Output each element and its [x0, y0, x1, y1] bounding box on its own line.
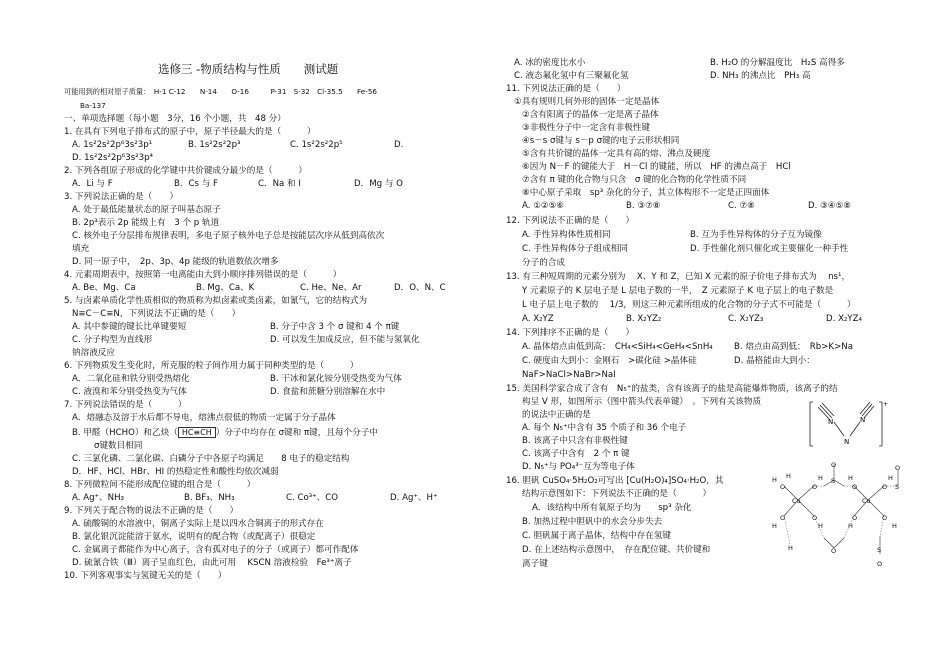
q10-option-b: B. H₂O 的分解温度比 H₂S 高得多: [710, 58, 845, 68]
q11-statement-3: ③非极性分子中一定含有非极性键: [522, 123, 651, 133]
q16-stem-line1: 16. 胆矾 CuSO₄·5H₂O₂可写出 [Cu(H₂O)₄]SO₄·H₂O，其: [506, 476, 724, 486]
q12-stem: 12. 下列说法不正确的是（ ）: [506, 216, 635, 226]
q10-stem: 10. 下列客观事实与氢键无关的是（ ）: [64, 571, 227, 581]
h-atom-label: H: [848, 522, 853, 530]
q4-option-a: A. Be、Mg、Ca: [72, 283, 136, 293]
q16-option-d: D. 在上述结构示意图中， 存在配位键、共价键和: [522, 545, 711, 555]
n5-cation-figure: [808, 398, 888, 450]
q4-option-c: C. He、Ne、Ar: [300, 283, 362, 293]
q8-option-d: D. Ag⁺、H⁺: [390, 493, 438, 503]
q14-option-d-cont: NaF>NaCl>NaBr>NaI: [522, 370, 616, 380]
copper-sulfate-structure-figure: [768, 458, 918, 570]
q4-option-d: D．O、N、C: [394, 283, 446, 293]
single-bond-arrow: [850, 422, 860, 436]
q15-stem-line1: 15. 美国科学家合成了含有 N₅⁺的盐类，含有该离子的盐是高能爆炸物质，该离子的结: [506, 384, 838, 394]
h-atom-label: H: [888, 474, 893, 482]
o-atom-label: O: [852, 483, 858, 491]
q12-option-d-cont: 分子的合成: [522, 258, 565, 268]
q5-stem: 5. 与卤素单质化学性质相似的物质称为拟卤素或类卤素，如氰气，它的结构式为: [64, 296, 368, 306]
o-atom-label: O: [877, 560, 883, 568]
atomic-masses-cont: Ba-137: [80, 101, 106, 110]
s-atom-label: S: [831, 477, 836, 485]
q10-option-d: D. NH₃ 的沸点比 PH₃ 高: [710, 71, 811, 81]
q5-option-b: B. 分子中含 3 个 σ 键和 4 个 π键: [270, 322, 400, 332]
o-atom-label: O: [812, 483, 818, 491]
q14-option-a: A. 晶体熔点由低到高： CH₄<SiH₄<GeH₄<SnH₄: [522, 342, 713, 352]
q9-option-d: D. 硫氰合铁（Ⅲ）离子呈血红色，由此可用 KSCN 溶液检验 Fe³⁺离子: [72, 558, 352, 568]
q7-stem: 7. 下列说法错误的是（ ）: [64, 400, 187, 410]
q11-statement-5: ⑤含有共价键的晶体一定具有高的熔、沸点及硬度: [522, 149, 711, 159]
q2-option-c: C．Na 和 I: [258, 179, 301, 189]
o-atom-label: O: [831, 461, 837, 469]
o-atom-label: O: [831, 547, 837, 555]
q15-option-a: A. 每个 N₅⁺中含有 35 个质子和 36 个电子: [522, 423, 687, 433]
q1-option-a: A. 1s²2s²2p⁶3s²3p¹: [72, 140, 153, 150]
q14-option-d: D. 晶格能由大到小：: [734, 356, 815, 366]
q8-stem: 8. 下列微粒间不能形成配位键的组合是（ ）: [64, 480, 256, 490]
q1-option-d: D. 1s²2s²2p⁶3s²3p⁴: [72, 153, 153, 163]
q6-option-c: C. 液溴和苯分别受热变为气体: [72, 387, 187, 397]
q8-option-b: B. BF₃、NH₃: [184, 493, 235, 503]
q14-option-c: C. 硬度由大到小：金刚石 >碳化硅 >晶体硅: [522, 356, 697, 366]
q9-stem: 9. 下列关于配合物的说法不正确的是（ ）: [64, 506, 239, 516]
o-atom-label: O: [882, 483, 888, 491]
o-atom-label: O: [882, 514, 888, 522]
q12-option-b: B. 互为手性异构体的分子互为镜像: [690, 230, 822, 240]
o-atom-label: O: [780, 514, 786, 522]
q16-option-c: C. 胆矾属于离子晶体，结构中存在氢键: [522, 531, 671, 541]
q11-statement-7: ⑦含有 π 键的化合物与只含 σ 键的化合物的化学性质不同: [522, 175, 747, 185]
h-atom-label: H: [848, 474, 853, 482]
q3-stem: 3. 下列说法正确的是（ ）: [64, 192, 179, 202]
o-atom-label: O: [780, 483, 786, 491]
n-atom-label: N: [860, 416, 866, 424]
q10-option-c: C. 液态氟化氢中有三聚氟化氢: [514, 71, 629, 81]
q3-option-c-cont: 填充: [72, 244, 90, 254]
left-bracket: [810, 402, 813, 446]
h-atom-label: H: [786, 472, 791, 480]
q12-option-c: C. 手性异构体分子组成相同: [522, 244, 628, 254]
q6-option-a: A．二氧化硅和铁分别受热熔化: [72, 374, 190, 384]
q11-option-d: D. ③④⑤⑧: [808, 201, 851, 211]
q11-option-c: C. ⑦⑧: [728, 201, 755, 211]
q11-stem: 11. 下列说法正确的是（ ）: [506, 84, 626, 94]
q16-stem-line2: 结构示意图如下：下列说法不正确的是（ ）: [522, 489, 712, 499]
q13-option-b: B. X₂YZ₂: [626, 314, 662, 324]
q15-stem-line2: 构呈 V 形，如图所示（图中箭头代表单键） 。下列有关该物质: [522, 397, 762, 407]
q5-option-c: C. 分子构型为直线形: [72, 335, 153, 345]
q13-stem-line1: 13. 有三种短周期的元素分别为 X、Y 和 Z，已知 X 元素的原子价电子排布式为 ns¹，: [506, 272, 851, 282]
q9-option-c: C. 金属离子都能作为中心离子，含有孤对电子的分子（或离子）都可作配体: [72, 545, 359, 555]
q11-option-a: A. ①②⑤⑥: [522, 201, 565, 211]
q2-stem: 2. 下列各组原子形成的化学键中共价键成分最少的是（ ）: [64, 166, 307, 176]
s-atom-label: S: [877, 546, 882, 554]
q7-option-c: C. 三氯化磷、二氯化碳、白磷分子中各原子均满足 8 电子的稳定结构: [72, 454, 350, 464]
q4-stem: 4. 元素周期表中，按照第一电离能由大到小顺序排列错误的是（ ）: [64, 270, 342, 280]
page-title: 选修三 -物质结构与性质 测试题: [158, 62, 339, 76]
q15-option-d: D. N₅⁺与 PO₄³⁻互为等电子体: [522, 462, 635, 472]
q13-option-c: C. X₂YZ₃: [728, 314, 764, 324]
q7-option-d: D．HF、HCl、HBr、HI 的热稳定性和酸性均依次减弱: [72, 467, 279, 477]
q7-option-b-cont: σ键数目相同: [94, 441, 143, 451]
q3-option-a: A. 处于最低能量状态的原子叫基态原子: [72, 205, 221, 215]
h-atom-label: H: [772, 522, 777, 530]
q14-stem: 14. 下列排序不正确的是（ ）: [506, 328, 635, 338]
q7-option-a: A．熔融态及溶于水后都不导电，熔沸点很低的物质一定属于分子晶体: [72, 413, 336, 423]
q16-option-a: A．该结构中所有氧原子均为 sp³ 杂化: [532, 503, 692, 513]
q3-option-b: B. 2p³表示 2p 能级上有 3 个 p 轨道: [72, 218, 220, 228]
charge-label: +: [883, 401, 888, 408]
q15-stem-line3: 的说法中正确的是: [522, 410, 591, 420]
q16-option-d-cont: 离子键: [522, 559, 548, 569]
q11-statement-6: ⑥因为 N－F 的键能大于 H－Cl 的键能，所以 HF 的沸点高于 HCl: [522, 162, 791, 172]
q9-option-a: A. 硫酸铜的水溶液中，铜离子实际上是以四水合铜离子的形式存在: [72, 519, 324, 529]
q5-option-d-cont: 钠溶液反应: [72, 348, 115, 358]
q13-option-d: D. X₂YZ₄: [826, 314, 862, 324]
q7-option-b: B. 甲醛（HCHO）和乙炔（ HC≡CH ）分子中均存在 σ键和 π键，且每个分子中: [72, 428, 378, 438]
h-atom-label: H: [818, 522, 823, 530]
q11-statement-1: ①具有规则几何外形的固体一定是晶体: [514, 97, 660, 107]
n-atom-label: N: [828, 418, 834, 426]
q12-option-d: D. 手性催化剂只催化或主要催化一种手性: [690, 244, 849, 254]
o-atom-label: O: [852, 514, 858, 522]
o-atom-label: O: [895, 464, 901, 472]
q11-option-b: B. ③⑦⑧: [626, 201, 661, 211]
q11-statement-8: ⑧中心原子采取 sp³ 杂化的分子，其立体构形不一定是正四面体: [522, 188, 770, 198]
h-atom-label: H: [892, 522, 897, 530]
single-bond-arrow: [834, 422, 844, 436]
q4-option-b: B. Mg、Ca、K: [196, 283, 255, 293]
q13-stem-line2: Y 元素原子的 K 层电子是 L 层电子数的一半， Z 元素原子 K 电子层上的电子数是: [522, 286, 834, 296]
atomic-masses: 可能用到的相对原子质量： H-1 C-12 N-14 O-16 P-31 S-32 Cl-35.5 Fe-56: [64, 87, 377, 96]
q11-statement-2: ②含有阳离子的晶体一定是离子晶体: [522, 110, 659, 120]
q1-option-b: B. 1s²2s²2p³: [188, 140, 241, 150]
section-heading: 一、单项选择题（每小题 3分，16 个小题，共 48 分）: [64, 114, 286, 124]
q5-option-d: D. 可以发生加成反应，但不能与氢氧化: [270, 335, 420, 345]
s-atom-label: S: [895, 483, 900, 491]
q1-option-d-label: D.: [394, 140, 404, 150]
acetylene-structure-box: HC≡CH: [178, 427, 216, 438]
q6-stem: 6. 下列物质发生变化时，所克服的粒子间作用力属于同种类型的是（ ）: [64, 361, 359, 371]
q3-option-d: D. 同一原子中， 2p、3p、4p 能级的轨道数依次增多: [72, 257, 279, 267]
o-atom-label: O: [812, 514, 818, 522]
q12-option-a: A. 手性异构体性质相同: [522, 230, 611, 240]
q15-option-c: C. 该离子中含有 2 个 π 键: [522, 449, 630, 459]
q13-option-a: A. X₂YZ: [522, 314, 554, 324]
h-atom-label: H: [788, 544, 793, 552]
q6-option-b: B. 干冰和氯化铵分别受热变为气体: [270, 374, 402, 384]
q8-option-c: C. Co³⁺、CO: [286, 493, 339, 503]
q2-option-b: B．Cs 与 F: [174, 179, 218, 189]
q11-statement-4: ④s－s σ键与 s－p σ键的电子云形状相同: [522, 136, 680, 146]
q2-option-a: A．Li 与 F: [72, 179, 113, 189]
q16-option-b: B. 加热过程中胆矾中的水会分步失去: [522, 517, 663, 527]
q15-option-b: B. 该离子中只含有非极性键: [522, 436, 628, 446]
q3-option-c: C. 核外电子分层排布规律表明，多电子原子核外电子总是按能层次序从低到高依次: [72, 231, 385, 241]
q5-stem-cont: N≡C－C≡N，下列说法不正确的是（ ）: [72, 309, 241, 319]
q10-option-a: A. 冰的密度比水小: [514, 58, 586, 68]
cu-atom-label: Cu: [862, 497, 871, 505]
q13-stem-line3: L 电子层上电子数的 1/3，则这三种元素所组成的化合物的分子式不可能是（ ）: [522, 300, 856, 310]
q9-option-b: B. 氯化银沉淀能溶于氨水，说明有的配合物（或配离子）很稳定: [72, 532, 316, 542]
q6-option-d: D. 食盐和蔗糖分别溶解在水中: [270, 387, 386, 397]
q14-option-b: B. 熔点由高到低： Rb>K>Na: [734, 342, 853, 352]
n-atom-label: N: [844, 438, 850, 446]
q2-option-d: D．Mg 与 O: [354, 179, 403, 189]
cu-atom-label: Cu: [792, 497, 801, 505]
h-atom-label: H: [772, 476, 777, 484]
q5-option-a: A. 其中参键的键长比单键要短: [72, 322, 187, 332]
q8-option-a: A. Ag⁺、NH₃: [72, 493, 124, 503]
q1-stem: 1. 在具有下列电子排布式的原子中，原子半径最大的是（ ）: [64, 127, 316, 137]
h-atom-label: H: [818, 474, 823, 482]
right-bracket: [879, 402, 882, 446]
q1-option-c: C. 1s²2s²2p⁵: [290, 140, 343, 150]
